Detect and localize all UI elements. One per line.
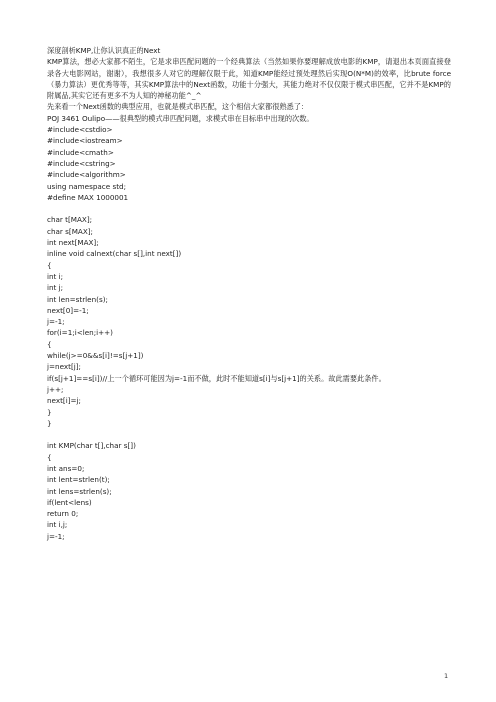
code-line: return 0; [47, 509, 79, 519]
code-line: int i,j; [47, 520, 68, 530]
code-line: int ans=0; [47, 463, 85, 473]
code-line: #define MAX 1000001 [47, 192, 129, 202]
code-line: for(i=1;i<len;i++) [47, 328, 113, 338]
code-line: int KMP(char t[],char s[]) [47, 441, 136, 451]
code-line: int j; [47, 283, 64, 293]
code-line: #include<cstdio> [47, 125, 113, 135]
code-line: { [47, 339, 52, 349]
code-line: j=-1; [47, 317, 65, 327]
code-line: if(s[j+1]==s[i])//上一个循环可能因为j=-1而不做，此时不能知道s[i]与s[j+1]的关系。故此需要此条件。 [47, 373, 386, 383]
code-line: while(j>=0&&s[i]!=s[j+1]) [47, 351, 144, 361]
code-line: char s[MAX]; [47, 226, 93, 236]
code-line: } [47, 418, 52, 428]
code-line: #include<cstring> [47, 158, 116, 168]
code-line: int i; [47, 271, 64, 281]
code-line: #include<algorithm> [47, 170, 126, 180]
code-line: int len=strlen(s); [47, 294, 108, 304]
code-line: inline void calnext(char s[],int next[]) [47, 249, 182, 259]
problem-statement: POJ 3461 Oulipo——很典型的模式串匹配问题，求模式串在目标串中出现的次数。 [47, 113, 314, 123]
code-line: if(lent<lens) [47, 497, 92, 507]
code-line: j++; [47, 384, 64, 394]
code-line: int lens=strlen(s); [47, 486, 112, 496]
example-intro: 先来看一个Next函数的典型应用，也就是模式串匹配，这个相信大家都很熟悉了： [47, 102, 309, 112]
document-content [47, 45, 451, 542]
blank-line [47, 429, 451, 440]
code-block-includes [47, 124, 451, 203]
document-title: 深度剖析KMP,让你认识真正的Next [47, 46, 161, 55]
code-line: j=next[j]; [47, 362, 81, 372]
blank-line [47, 203, 451, 214]
code-line: { [47, 452, 52, 462]
code-line: j=-1; [47, 531, 65, 541]
code-line: next[0]=-1; [47, 305, 89, 315]
code-block-kmp [47, 440, 451, 542]
code-line: #include<iostream> [47, 136, 123, 146]
code-line: int lent=strlen(t); [47, 475, 110, 485]
intro-paragraph: KMP算法，想必大家都不陌生，它是求串匹配问题的一个经典算法（当然如果你要理解成放电影的KMP，请退出本页面直接登录各大电影网站，谢谢），我想很多人对它的理解仅限于此，知道KMP能经过预处理然后实现O(N*M)的效率，比brute force（暴力算法）更优秀等等，其实KMP算法中的Next函数，功能十分强大，其能力绝对不仅仅限于模式串匹配，它并不是KMP的附属品,其实它还有更多不为人知的神秘功能^_^ [47, 57, 451, 101]
code-line: { [47, 260, 52, 270]
code-line: next[i]=j; [47, 396, 81, 406]
code-line: #include<cmath> [47, 147, 114, 157]
code-line: char t[MAX]; [47, 215, 93, 225]
code-line: int next[MAX]; [47, 238, 99, 248]
code-line: } [47, 407, 52, 417]
code-block-calnext [47, 214, 451, 429]
page-number: 1 [444, 672, 449, 680]
code-line: using namespace std; [47, 181, 126, 191]
